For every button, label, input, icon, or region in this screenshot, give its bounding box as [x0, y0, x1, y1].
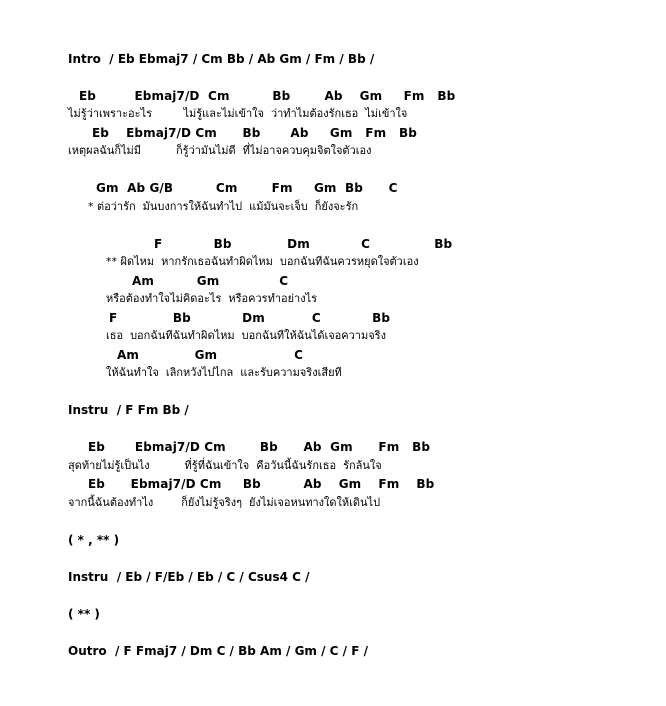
chorus-lyric-b: หรือต้องทำใจไม่คิดอะไร หรือควรทำอย่างไร: [106, 292, 318, 305]
pre-chorus-chords: Gm Ab G/B Cm Fm Gm Bb C: [96, 181, 398, 195]
outro-line: Outro / F Fmaj7 / Dm C / Bb Am / Gm / C / F /: [68, 644, 368, 658]
chorus-chords-a: F Bb Dm C Bb: [154, 237, 453, 251]
chorus-lyric-a: ** ผิดไหม หากรักเธอฉันทำผิดไหม บอกฉันทีฉันควรหยุดใจตัวเอง: [106, 255, 419, 268]
intro-line: Intro / Eb Ebmaj7 / Cm Bb / Ab Gm / Fm / Bb /: [68, 52, 375, 66]
instru-line-1: Instru / F Fm Bb /: [68, 403, 189, 417]
verse1-lyric-a: ไม่รู้ว่าเพราะอะไร ไม่รู้และไม่เข้าใจ ว่าทำไมต้องรักเธอ ไม่เข้าใจ: [68, 107, 408, 120]
instru-line-2: Instru / Eb / F/Eb / Eb / C / Csus4 C /: [68, 570, 310, 584]
verse2-chords-a: Eb Ebmaj7/D Cm Bb Ab Gm Fm Bb: [88, 440, 431, 454]
verse1-lyric-b: เหตุผลฉันก็ไม่มี ก็รู้ว่ามันไม่ดี ที่ไม่อาจควบคุมจิตใจตัวเอง: [68, 144, 372, 157]
chorus-lyric-c: เธอ บอกฉันทีฉันทำผิดไหม บอกฉันทีให้ฉันได้เจอความจริง: [106, 329, 386, 342]
verse2-lyric-a: สุดท้ายไม่รู้เป็นไง ที่รู้ที่ฉันเข้าใจ คือวันนี้ฉันรักเธอ รักล้นใจ: [68, 459, 382, 472]
verse1-chords-a: Eb Ebmaj7/D Cm Bb Ab Gm Fm Bb: [79, 89, 456, 103]
chorus-chords-c: F Bb Dm C Bb: [109, 311, 391, 325]
chorus-chords-d: Am Gm C: [117, 348, 304, 362]
chorus-chords-b: Am Gm C: [132, 274, 289, 288]
verse1-chords-b: Eb Ebmaj7/D Cm Bb Ab Gm Fm Bb: [92, 126, 417, 140]
verse2-chords-b: Eb Ebmaj7/D Cm Bb Ab Gm Fm Bb: [88, 477, 435, 491]
chorus-lyric-d: ให้ฉันทำใจ เลิกหวังไปไกล และรับความจริงเสียที: [106, 366, 342, 379]
repeat-marker-2: ( ** ): [68, 607, 100, 621]
pre-chorus-lyric: * ต่อว่ารัก มันบงการให้ฉันทำไป แม้มันจะเจ็บ ก็ยังจะรัก: [88, 200, 359, 213]
verse2-lyric-b: จากนี้ฉันต้องทำไง ก็ยังไม่รู้จริงๆ ยังไม่เจอหนทางใดให้เดินไป: [68, 496, 381, 509]
repeat-marker-1: ( * , ** ): [68, 533, 120, 547]
